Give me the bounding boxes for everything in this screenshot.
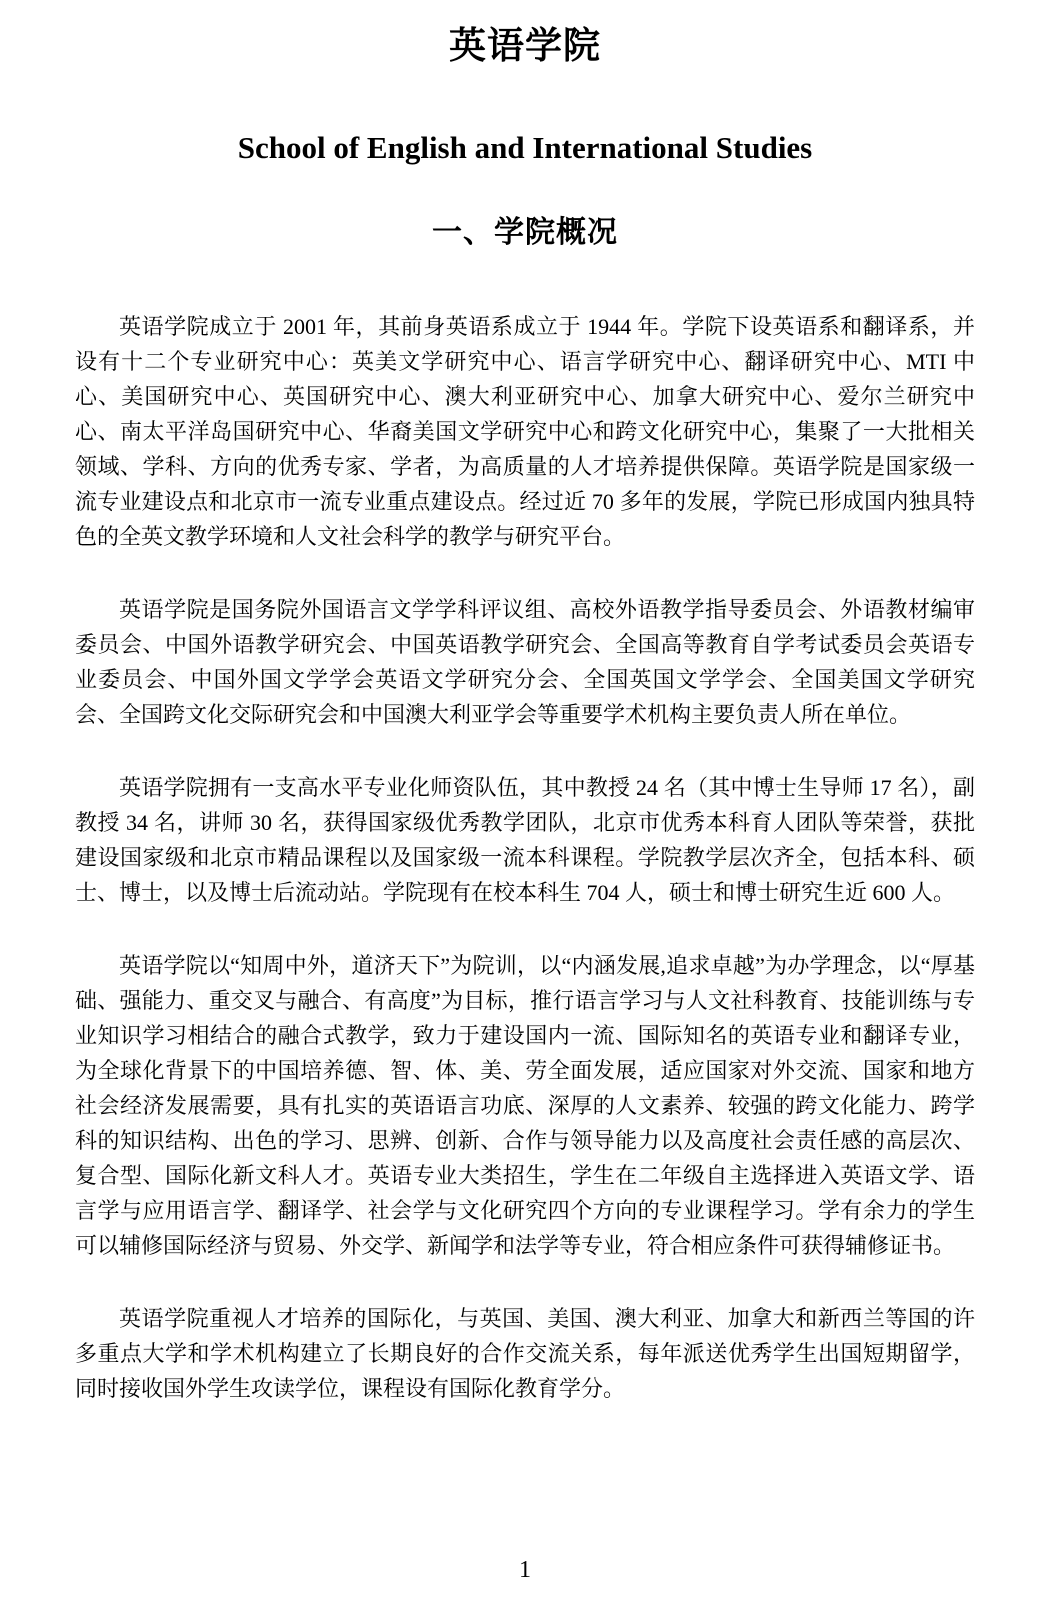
page-number: 1 [519,1557,531,1583]
body-paragraphs [75,309,975,1406]
paragraph: 英语学院拥有一支高水平专业化师资队伍，其中教授 24 名（其中博士生导师 17 名），副教授 34 名，讲师 30 名，获得国家级优秀教学团队，北京市优秀本科育人团队等荣誉，获批建设国家级和北京市精品课程以及国家级一流本科课程。学院教学层次齐全，包括本科、硕士、博士，以及博士后流动站。学院现有在校本科生 704 人，硕士和博士研究生近 600 人。 [75,775,975,905]
section-heading: 一、学院概况 [432,216,618,249]
document-title-cn: 英语学院 [449,25,601,66]
paragraph: 英语学院以“知周中外，道济天下”为院训，以“内涵发展,追求卓越”为办学理念，以“厚基础、强能力、重交叉与融合、有高度”为目标，推行语言学习与人文社科教育、技能训练与专业知识学习相结合的融合式教学，致力于建设国内一流、国际知名的英语专业和翻译专业，为全球化背景下的中国培养德、智、体、美、劳全面发展，适应国家对外交流、国家和地方社会经济发展需要，具有扎实的英语语言功底、深厚的人文素养、较强的跨文化能力、跨学科的知识结构、出色的学习、思辨、创新、合作与领导能力以及高度社会责任感的高层次、复合型、国际化新文科人才。英语专业大类招生，学生在二年级自主选择进入英语文学、语言学与应用语言学、翻译学、社会学与文化研究四个方向的专业课程学习。学有余力的学生可以辅修国际经济与贸易、外交学、新闻学和法学等专业，符合相应条件可获得辅修证书。 [75,953,975,1258]
paragraph: 英语学院成立于 2001 年，其前身英语系成立于 1944 年。学院下设英语系和翻译系，并设有十二个专业研究中心：英美文学研究中心、语言学研究中心、翻译研究中心、MTI 中心、美国研究中心、英国研究中心、澳大利亚研究中心、加拿大研究中心、爱尔兰研究中心、南太平洋岛国研究中心、华裔美国文学研究中心和跨文化研究中心，集聚了一大批相关领域、学科、方向的优秀专家、学者，为高质量的人才培养提供保障。英语学院是国家级一流专业建设点和北京市一流专业重点建设点。经过近 70 多年的发展，学院已形成国内独具特色的全英文教学环境和人文社会科学的教学与研究平台。 [75,314,975,549]
document-title-en: School of English and International Studies [237,130,813,165]
paragraph: 英语学院是国务院外国语言文学学科评议组、高校外语教学指导委员会、外语教材编审委员会、中国外语教学研究会、中国英语教学研究会、全国高等教育自学考试委员会英语专业委员会、中国外国文学学会英语文学研究分会、全国英国文学学会、全国美国文学研究会、全国跨文化交际研究会和中国澳大利亚学会等重要学术机构主要负责人所在单位。 [75,597,975,727]
paragraph: 英语学院重视人才培养的国际化，与英国、美国、澳大利亚、加拿大和新西兰等国的许多重点大学和学术机构建立了长期良好的合作交流关系，每年派送优秀学生出国短期留学，同时接收国外学生攻读学位，课程设有国际化教育学分。 [75,1306,975,1401]
